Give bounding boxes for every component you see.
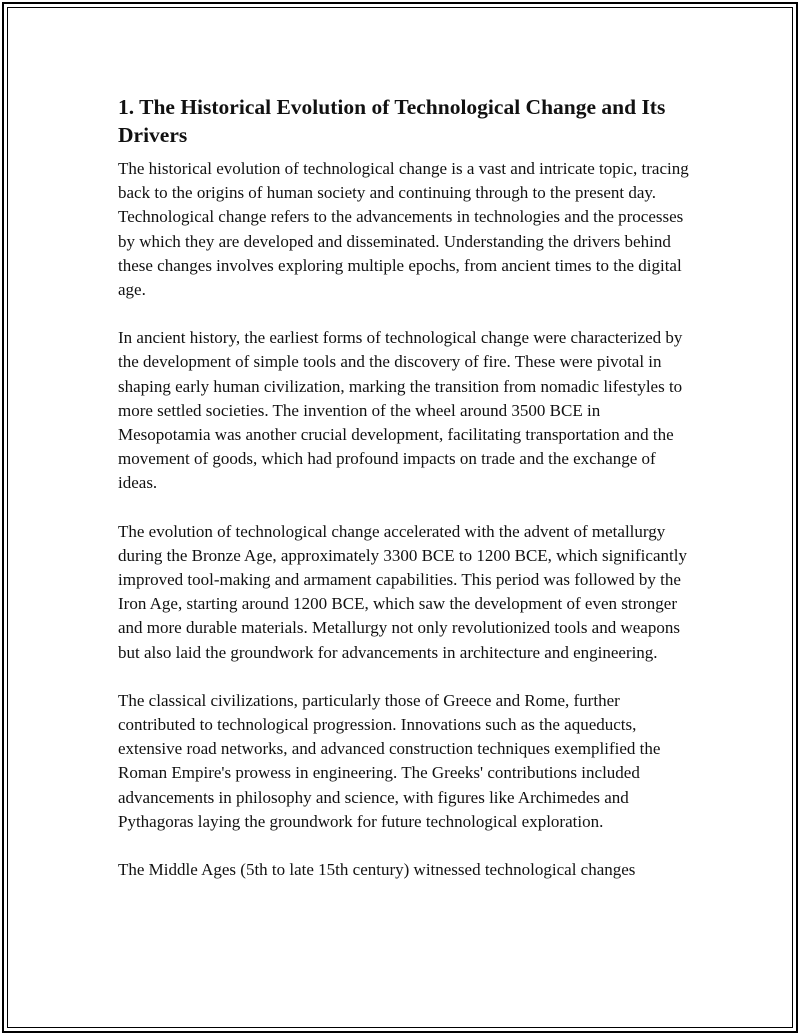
paragraph-intro: The historical evolution of technological change is a vast and intricate topic, tracing back to the origins of human society and continuing through to the present day. Technological change refers to the advancements in technologies and the processes by which they are developed and disseminated. Understanding the drivers behind these changes involves exploring multiple epochs, from ancient times to the digital age. [118,159,689,300]
paragraph-ancient-history: In ancient history, the earliest forms of technological change were characterized by the development of simple tools and the discovery of fire. These were pivotal in shaping early human civilization, marking the transition from nomadic lifestyles to more settled societies. The invention of the wheel around 3500 BCE in Mesopotamia was another crucial development, facilitating transportation and the movement of goods, which had profound impacts on trade and the exchange of ideas. [118,328,683,493]
paragraph-middle-ages: The Middle Ages (5th to late 15th century) witnessed technological changes [118,860,636,880]
document-body [118,93,690,906]
paragraph-metallurgy: The evolution of technological change accelerated with the advent of metallurgy during the Bronze Age, approximately 3300 BCE to 1200 BCE, which significantly improved tool-making and armament capabilities. This period was followed by the Iron Age, starting around 1200 BCE, which saw the development of even stronger and more durable materials. Metallurgy not only revolutionized tools and weapons but also laid the groundwork for advancements in architecture and engineering. [118,521,687,662]
paragraph-classical-civilizations: The classical civilizations, particularly those of Greece and Rome, further contributed to technological progression. Innovations such as the aqueducts, extensive road networks, and advanced construction techniques exemplified the Roman Empire's prowess in engineering. The Greeks' contributions included advancements in philosophy and science, with figures like Archimedes and Pythagoras laying the groundwork for future technological exploration. [118,690,661,831]
section-heading: 1. The Historical Evolution of Technological Change and Its Drivers [118,95,666,147]
